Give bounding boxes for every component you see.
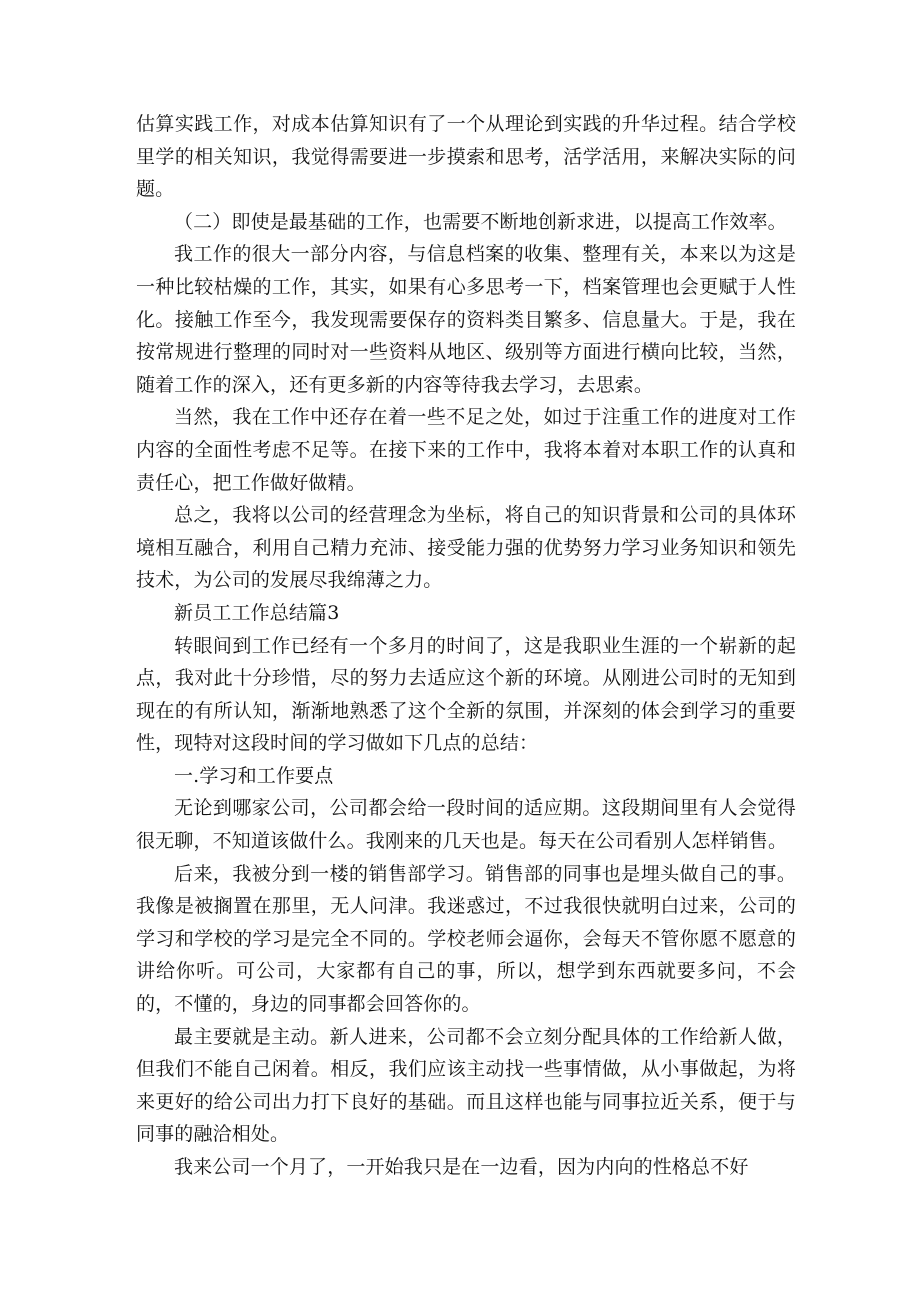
paragraph-7: 无论到哪家公司，公司都会给一段时间的适应期。这段期间里有人会觉得很无聊，不知道该做什么。我刚来的几天也是。每天在公司看别人怎样销售。 [136, 797, 796, 853]
paragraph-5: 总之，我将以公司的经营理念为坐标，将自己的知识背景和公司的具体环境相互融合，利用自己精力充沛、接受能力强的优势努力学习业务知识和领先技术，为公司的发展尽我绵薄之力。 [136, 504, 796, 592]
paragraph-1: 估算实践工作，对成本估算知识有了一个从理论到实践的升华过程。结合学校里学的相关知识，我觉得需要进一步摸索和思考，活学活用，来解决实际的问题。 [136, 113, 796, 201]
paragraph-8: 后来，我被分到一楼的销售部学习。销售部的同事也是埋头做自己的事。我像是被搁置在那里，无人问津。我迷惑过，不过我很快就明白过来，公司的学习和学校的学习是完全不同的。学校老师会逼你，会每天不管你愿不愿意的讲给你听。可公司，大家都有自己的事，所以，想学到东西就要多问，不会的，不懂的，身边的同事都会回答你的。 [136, 862, 796, 1016]
paragraph-6: 转眼间到工作已经有一个多月的时间了，这是我职业生涯的一个崭新的起点，我对此十分珍惜，尽的努力去适应这个新的环境。从刚进公司时的无知到现在的有所认知，渐渐地熟悉了这个全新的氛围，并深刻的体会到学习的重要性，现特对这段时间的学习做如下几点的总结： [136, 634, 796, 755]
paragraph-4: 当然，我在工作中还存在着一些不足之处，如过于注重工作的进度对工作内容的全面性考虑不足等。在接下来的工作中，我将本着对本职工作的认真和责任心，把工作做好做精。 [136, 406, 796, 494]
paragraph-10: 我来公司一个月了，一开始我只是在一边看，因为内向的性格总不好 [174, 1156, 749, 1178]
paragraph-3: 我工作的很大一部分内容，与信息档案的收集、整理有关，本来以为这是一种比较枯燥的工作，其实，如果有心多思考一下，档案管理也会更赋于人性化。接触工作至今，我发现需要保存的资料类目繁多、信息量大。于是，我在按常规进行整理的同时对一些资料从地区、级别等方面进行横向比较，当然，随着工作的深入，还有更多新的内容等待我去学习，去思索。 [136, 243, 796, 396]
paragraph-9: 最主要就是主动。新人进来，公司都不会立刻分配具体的工作给新人做，但我们不能自己闲着。相反，我们应该主动找一些事情做，从小事做起，为将来更好的给公司出力打下良好的基础。而且这样也能与同事拉近关系，便于与同事的融洽相处。 [136, 1025, 796, 1146]
paragraph-2: （二）即使是最基础的工作，也需要不断地创新求进，以提高工作效率。 [174, 210, 787, 233]
document-body [136, 108, 796, 1184]
subsection-title: 一.学习和工作要点 [174, 764, 334, 787]
section-title: 新员工工作总结篇3 [174, 601, 340, 624]
